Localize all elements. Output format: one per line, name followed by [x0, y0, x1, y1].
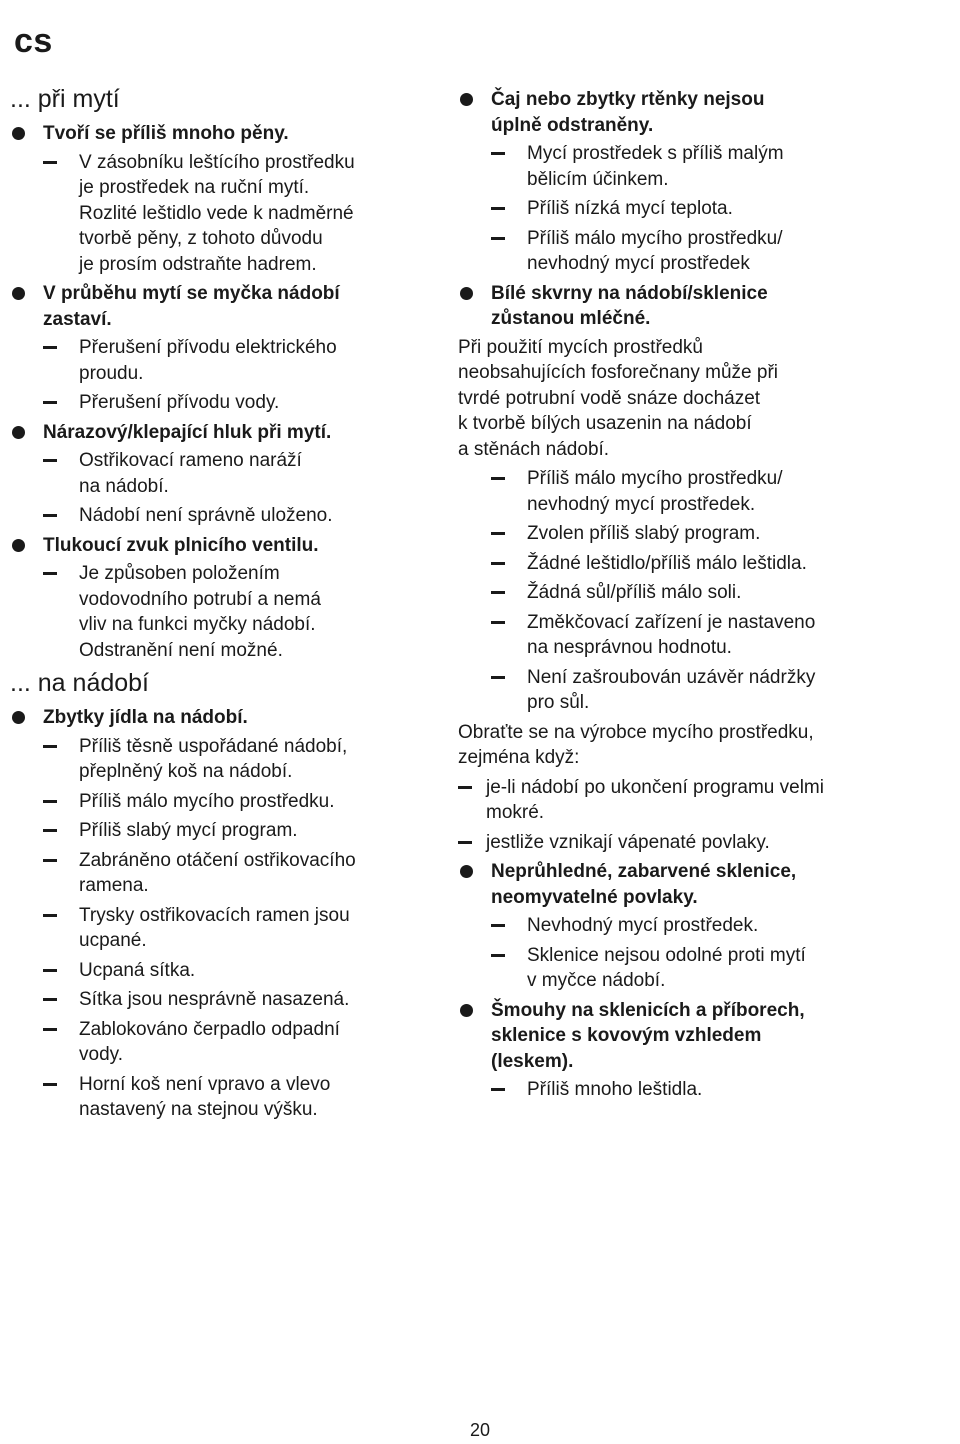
- cause-text: Zvolen příliš slabý program.: [527, 523, 761, 544]
- problem-title: Šmouhy na sklenicích a příborech, sklenice s kovovým vzhledem (leskem).: [491, 999, 805, 1072]
- problem-opaque-glasses: [458, 859, 928, 910]
- condition-text: jestliže vznikají vápenaté povlaky.: [486, 831, 770, 853]
- contact-manufacturer-note: Obraťte se na výrobce mycího prostředku, zejména když:: [458, 721, 814, 768]
- condition-item: [458, 775, 928, 826]
- cause-item: [491, 580, 928, 606]
- cause-item: [491, 196, 928, 222]
- cause-item: [43, 789, 430, 815]
- cause-text: Změkčovací zařízení je nastaveno na nesprávnou hodnotu.: [527, 611, 816, 658]
- cause-item: [491, 521, 928, 547]
- problem-title: Bílé skvrny na nádobí/sklenice zůstanou mléčné.: [491, 282, 768, 329]
- cause-text: Příliš mnoho leštidla.: [527, 1079, 703, 1100]
- problem-dishwasher-stops: [10, 281, 430, 332]
- cause-list: [10, 561, 430, 663]
- cause-item: [43, 561, 430, 663]
- bullet-dot-icon: [460, 865, 473, 878]
- cause-list: [10, 448, 430, 529]
- cause-text: Příliš málo mycího prostředku.: [79, 790, 335, 812]
- problem-too-much-foam: [10, 121, 430, 147]
- bullet-dot-icon: [460, 93, 473, 106]
- cause-item: [43, 503, 430, 529]
- cause-text: Žádná sůl/příliš málo soli.: [527, 582, 742, 603]
- right-column: [458, 83, 928, 1107]
- dash-icon: [43, 745, 57, 748]
- bullet-dot-icon: [12, 287, 25, 300]
- cause-item: [491, 665, 928, 716]
- cause-item: [43, 150, 430, 278]
- dash-icon: [43, 1028, 57, 1031]
- bullet-dot-icon: [12, 539, 25, 552]
- dash-icon: [43, 829, 57, 832]
- condition-text: je-li nádobí po ukončení programu velmi mokré.: [486, 776, 824, 823]
- dash-icon: [491, 152, 505, 155]
- problem-title: Zbytky jídla na nádobí.: [43, 707, 248, 728]
- cause-text: Trysky ostřikovacích ramen jsou ucpané.: [79, 904, 350, 951]
- dash-icon: [458, 786, 472, 789]
- cause-list: [10, 734, 430, 1123]
- cause-text: Příliš málo mycího prostředku/ nevhodný mycí prostředek.: [527, 468, 783, 515]
- problem-streaks: [458, 998, 928, 1075]
- bullet-dot-icon: [460, 287, 473, 300]
- cause-item: [491, 466, 928, 517]
- contact-conditions-list: [458, 775, 928, 856]
- dash-icon: [491, 591, 505, 594]
- cause-item: [43, 335, 430, 386]
- dash-icon: [458, 841, 472, 844]
- cause-item: [43, 390, 430, 416]
- cause-list: [458, 141, 928, 277]
- cause-item: [43, 987, 430, 1013]
- cause-text: Horní koš není vpravo a vlevo nastavený na stejnou výšku.: [79, 1073, 331, 1120]
- cause-item: [491, 943, 928, 994]
- dash-icon: [491, 237, 505, 240]
- cause-text: Není zašroubován uzávěr nádržky pro sůl.: [527, 666, 816, 713]
- dash-icon: [491, 532, 505, 535]
- cause-item: [491, 610, 928, 661]
- cause-text: Příliš slabý mycí program.: [79, 820, 298, 841]
- phosphate-note: Při použití mycích prostředků neobsahujících fosforečnany může při tvrdé potrubní vodě snáze docházet k tvorbě bílých usazenin na nádobí a stěnách nádobí.: [458, 336, 779, 460]
- dash-icon: [43, 914, 57, 917]
- dash-icon: [43, 346, 57, 349]
- bullet-dot-icon: [12, 426, 25, 439]
- cause-item: [43, 1017, 430, 1068]
- cause-item: [43, 958, 430, 984]
- dash-icon: [491, 676, 505, 679]
- cause-list: [458, 1077, 928, 1103]
- cause-item: [491, 551, 928, 577]
- problem-tea-lipstick: [458, 87, 928, 138]
- condition-item: [458, 830, 928, 856]
- cause-text: Ucpaná sítka.: [79, 959, 196, 981]
- problem-white-spots: [458, 281, 928, 332]
- dash-icon: [491, 954, 505, 957]
- cause-item: [491, 141, 928, 192]
- dash-icon: [491, 924, 505, 927]
- cause-text: Nevhodný mycí prostředek.: [527, 915, 759, 936]
- cause-text: Příliš nízká mycí teplota.: [527, 198, 733, 219]
- cause-item: [43, 848, 430, 899]
- dash-icon: [43, 459, 57, 462]
- cause-item: [43, 1072, 430, 1123]
- problem-title: Neprůhledné, zabarvené sklenice, neomyvatelné povlaky.: [491, 861, 797, 908]
- cause-item: [491, 1077, 928, 1103]
- cause-item: [491, 226, 928, 277]
- cause-text: Přerušení přívodu vody.: [79, 392, 280, 413]
- cause-item: [43, 903, 430, 954]
- cause-text: Příliš těsně uspořádané nádobí, přeplněný koš na nádobí.: [79, 735, 348, 782]
- dash-icon: [43, 1083, 57, 1086]
- cause-text: Mycí prostředek s příliš malým bělicím účinkem.: [527, 143, 784, 190]
- cause-item: [43, 448, 430, 499]
- cause-item: [43, 734, 430, 785]
- cause-text: Ostřikovací rameno naráží na nádobí.: [79, 450, 302, 497]
- cause-text: Je způsoben položením vodovodního potrubí a nemá vliv na funkci myčky nádobí. Odstranění není možné.: [79, 563, 321, 661]
- dash-icon: [491, 562, 505, 565]
- problem-title: V průběhu mytí se myčka nádobí zastaví.: [43, 283, 340, 330]
- cause-text: Zablokováno čerpadlo odpadní vody.: [79, 1018, 340, 1065]
- cause-list: [10, 335, 430, 416]
- problem-food-residue: [10, 705, 430, 731]
- dash-icon: [491, 621, 505, 624]
- cause-text: Přerušení přívodu elektrického proudu.: [79, 337, 337, 384]
- problem-title: Tlukoucí zvuk plnicího ventilu.: [43, 534, 319, 556]
- cause-text: Sítka jsou nesprávně nasazená.: [79, 989, 350, 1010]
- dash-icon: [43, 800, 57, 803]
- cause-text: Příliš málo mycího prostředku/ nevhodný mycí prostředek: [527, 227, 783, 274]
- section-heading-dishes: ... na nádobí: [10, 669, 150, 697]
- problem-title: Tvoří se příliš mnoho pěny.: [43, 123, 289, 144]
- cause-list: [458, 466, 928, 716]
- section-heading-washing: ... při mytí: [10, 85, 120, 113]
- dash-icon: [491, 207, 505, 210]
- cause-list: [458, 913, 928, 994]
- dash-icon: [43, 401, 57, 404]
- dash-icon: [43, 572, 57, 575]
- bullet-dot-icon: [12, 711, 25, 724]
- cause-text: Sklenice nejsou odolné proti mytí v myčce nádobí.: [527, 944, 806, 991]
- bullet-dot-icon: [460, 1004, 473, 1017]
- dash-icon: [43, 998, 57, 1001]
- left-column: [10, 83, 430, 1127]
- dash-icon: [43, 969, 57, 972]
- language-code: cs: [14, 22, 53, 60]
- cause-text: Zabráněno otáčení ostřikovacího ramena.: [79, 849, 356, 896]
- cause-item: [491, 913, 928, 939]
- cause-item: [43, 818, 430, 844]
- dash-icon: [491, 477, 505, 480]
- cause-list: [10, 150, 430, 278]
- problem-valve-noise: [10, 533, 430, 559]
- dash-icon: [43, 161, 57, 164]
- page-number: 20: [469, 1420, 491, 1440]
- cause-text: V zásobníku leštícího prostředku je prostředek na ruční mytí. Rozlité leštidlo vede k nadměrné tvorbě pěny, z tohoto důvodu je prosím odstraňte hadrem.: [79, 151, 355, 275]
- dash-icon: [43, 514, 57, 517]
- cause-text: Žádné leštidlo/příliš málo leštidla.: [527, 552, 807, 574]
- problem-knocking-noise: [10, 420, 430, 446]
- cause-text: Nádobí není správně uloženo.: [79, 505, 333, 526]
- problem-title: Nárazový/klepající hluk při mytí.: [43, 421, 332, 443]
- bullet-dot-icon: [12, 127, 25, 140]
- dash-icon: [491, 1088, 505, 1091]
- problem-title: Čaj nebo zbytky rtěnky nejsou úplně odstraněny.: [491, 89, 765, 136]
- dash-icon: [43, 859, 57, 862]
